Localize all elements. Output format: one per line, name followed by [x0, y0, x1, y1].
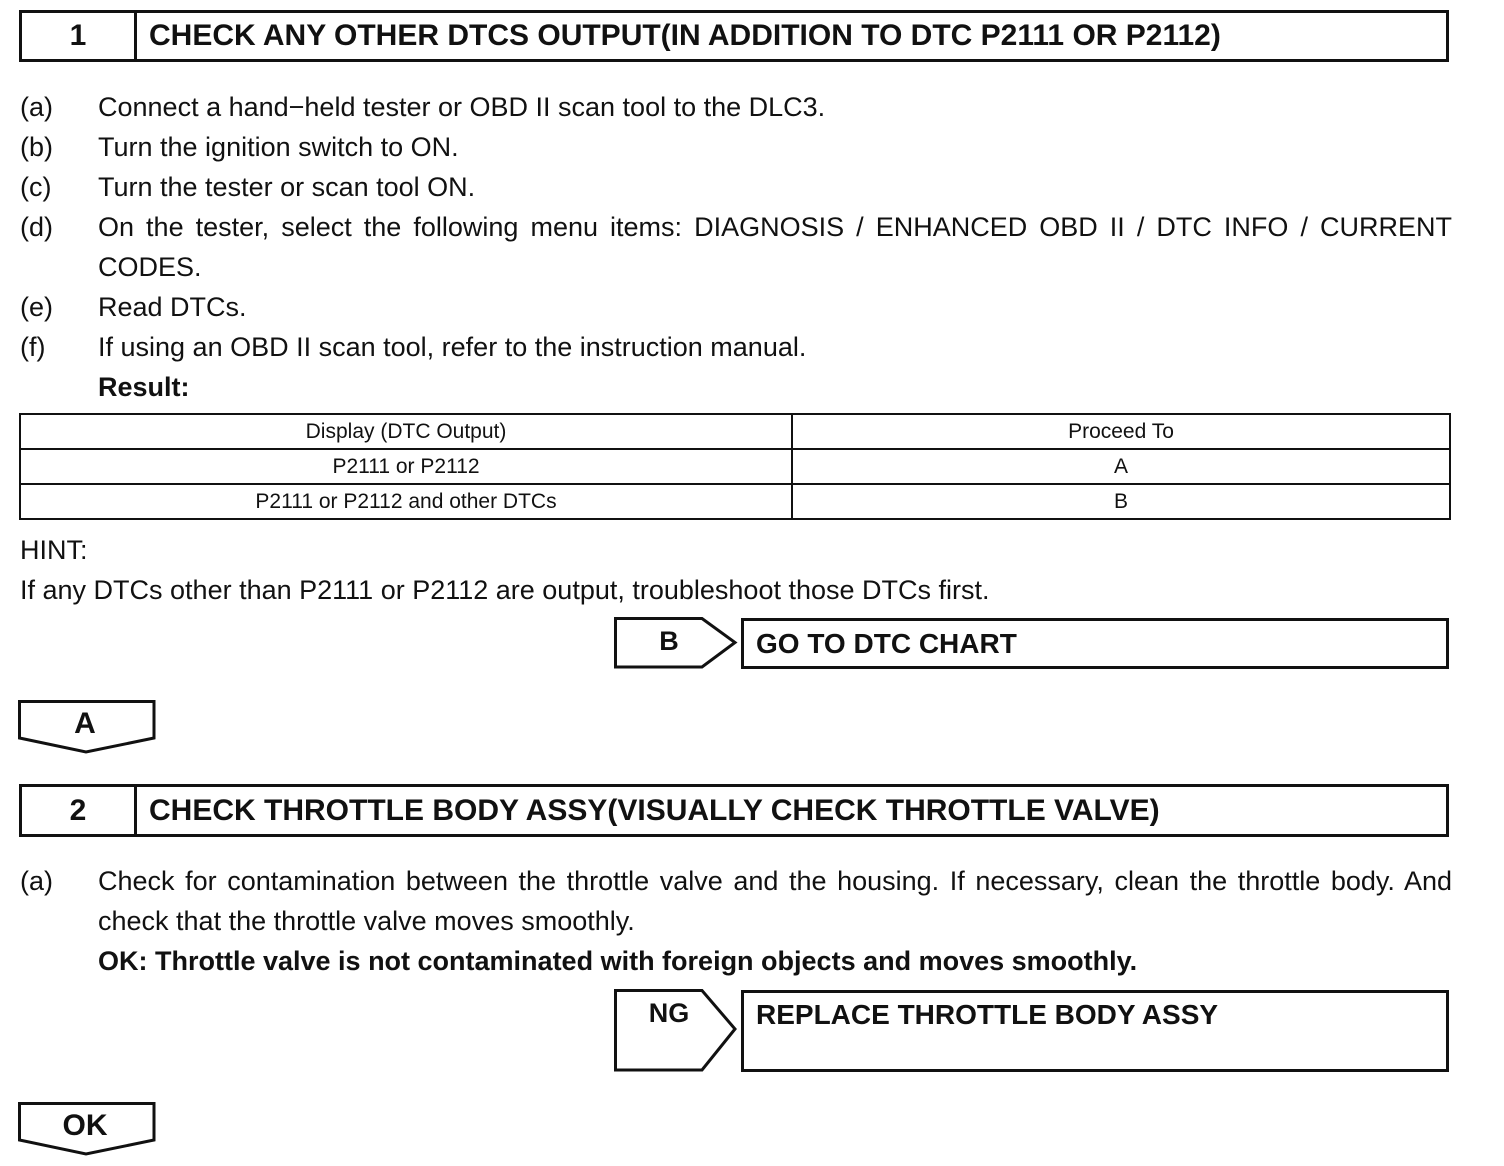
table-row: [20, 449, 1450, 484]
step-2-title: CHECK THROTTLE BODY ASSY(VISUALLY CHECK THROTTLE VALVE): [149, 793, 1160, 827]
item-label: (e): [20, 292, 53, 322]
table-header-row: [20, 414, 1450, 449]
item-label: (c): [20, 172, 52, 202]
table-cell: P2111 or P2112: [20, 449, 792, 484]
step-1-item-b: [20, 127, 1452, 167]
step-2-header: [19, 784, 1449, 837]
item-label: (b): [20, 132, 53, 162]
item-label: (a): [20, 866, 53, 896]
result-table: [19, 413, 1451, 520]
item-text: Turn the tester or scan tool ON.: [98, 172, 476, 202]
item-text: On the tester, select the following menu items: DIAGNOSIS / ENHANCED OBD II / DTC INFO / CURRENT CODES.: [98, 212, 1452, 282]
table-row: [20, 484, 1450, 519]
step-1-item-d: [20, 207, 1452, 287]
step-1-item-e: [20, 287, 1452, 327]
hint-label: HINT:: [20, 535, 88, 565]
step-1-header: [19, 10, 1449, 62]
step-2-item-a: [20, 861, 1452, 941]
step-1-item-c: [20, 167, 1452, 207]
table-cell: B: [792, 484, 1450, 519]
table-header-display: Display (DTC Output): [20, 414, 792, 449]
table-cell: A: [792, 449, 1450, 484]
branch-b-label: B: [659, 626, 679, 656]
table-cell: P2111 or P2112 and other DTCs: [20, 484, 792, 519]
table-header-proceed: Proceed To: [792, 414, 1450, 449]
item-text: Connect a hand−held tester or OBD II scan tool to the DLC3.: [98, 92, 826, 122]
step-1-title: CHECK ANY OTHER DTCS OUTPUT(IN ADDITION TO DTC P2111 OR P2112): [149, 19, 1221, 52]
step-1-number: 1: [22, 13, 137, 59]
continue-a-label: A: [74, 707, 96, 740]
hint-text: If any DTCs other than P2111 or P2112 are output, troubleshoot those DTCs first.: [20, 575, 990, 605]
result-label: Result:: [98, 372, 190, 402]
ok-criteria-text: OK: Throttle valve is not contaminated with foreign objects and moves smoothly.: [98, 946, 1138, 976]
step-1-item-a: [20, 87, 1452, 127]
branch-ng-result: REPLACE THROTTLE BODY ASSY: [741, 990, 1449, 1072]
item-text: If using an OBD II scan tool, refer to the instruction manual.: [98, 332, 807, 362]
branch-b-result: GO TO DTC CHART: [741, 618, 1449, 669]
item-text: Read DTCs.: [98, 292, 247, 322]
item-label: (a): [20, 92, 53, 122]
item-text: Check for contamination between the throttle valve and the housing. If necessary, clean the throttle body. And check that the throttle valve moves smoothly.: [98, 866, 1452, 936]
item-label: (f): [20, 332, 46, 362]
step-2-number: 2: [22, 787, 137, 834]
item-text: Turn the ignition switch to ON.: [98, 132, 459, 162]
branch-ng-label: NG: [648, 998, 690, 1028]
continue-ok-label: OK: [62, 1109, 108, 1142]
step-1-item-f: [20, 327, 1452, 367]
item-label: (d): [20, 212, 53, 242]
